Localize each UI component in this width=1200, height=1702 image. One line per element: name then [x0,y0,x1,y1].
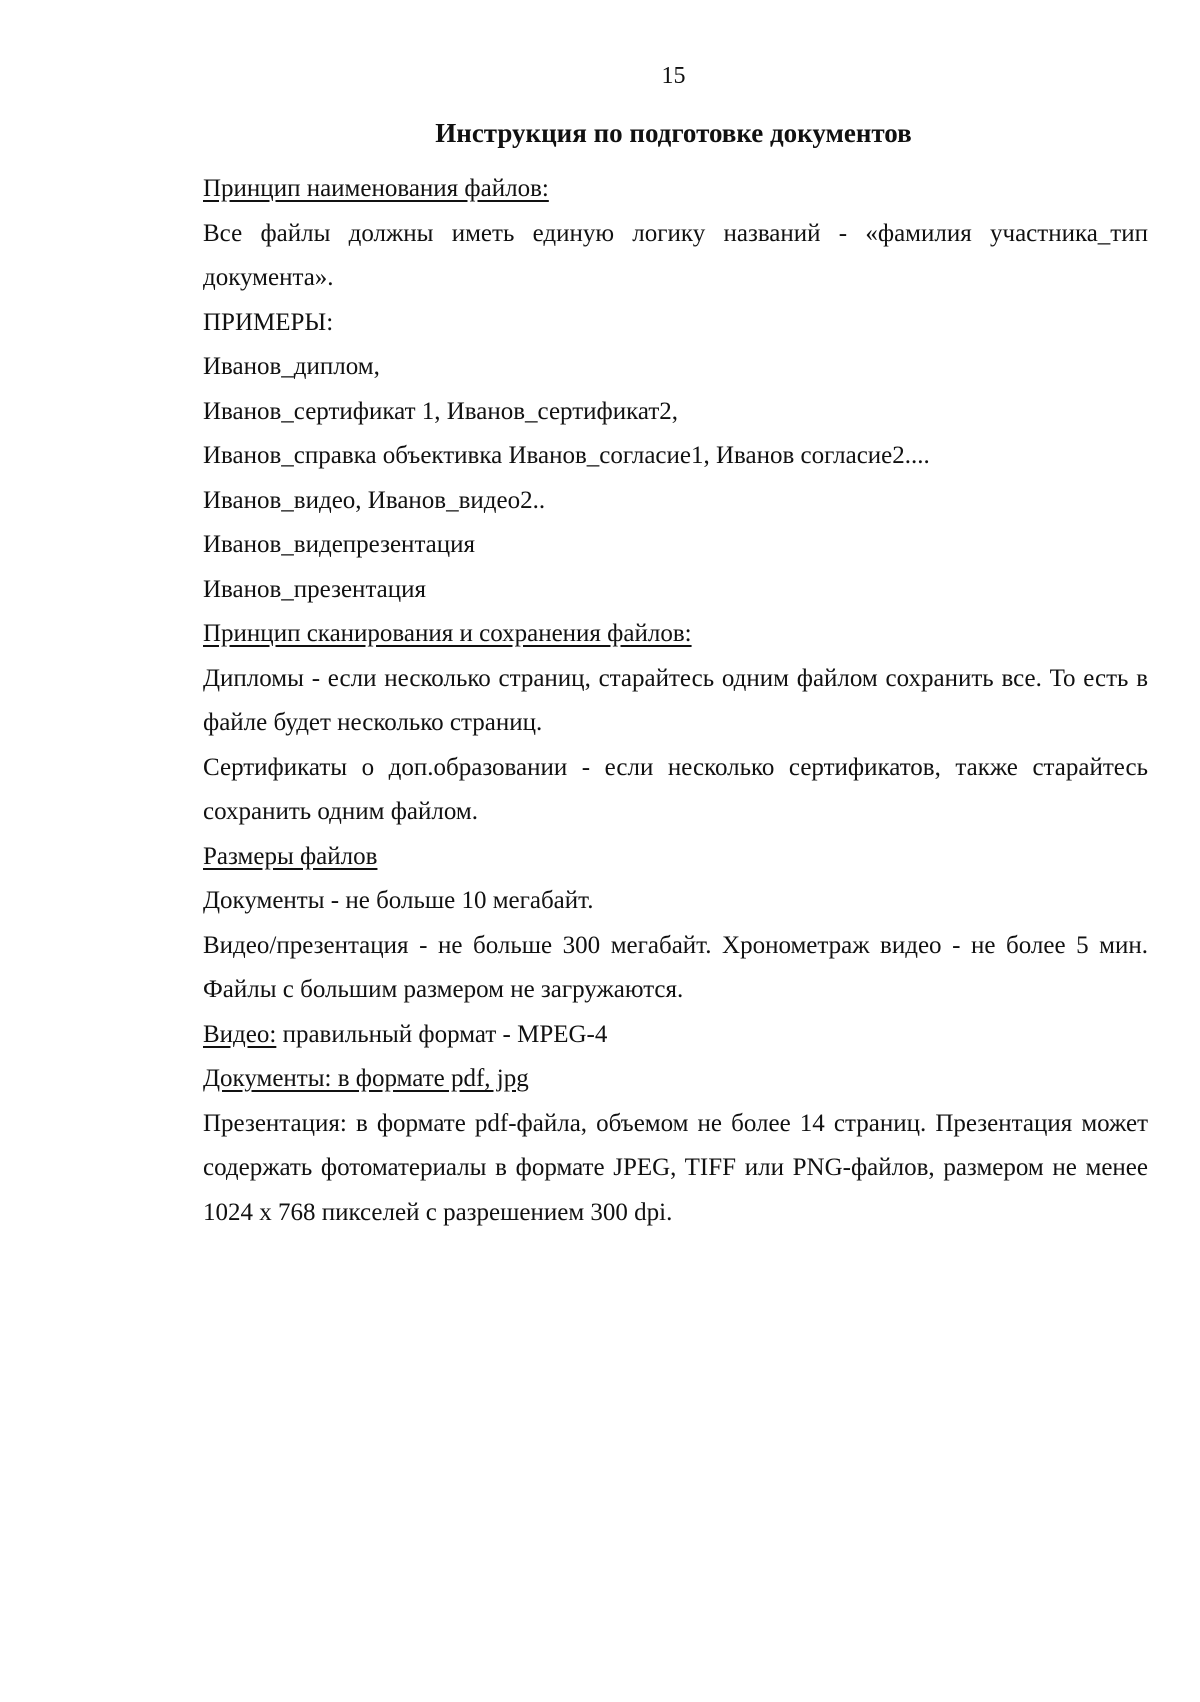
sizes-video: Видео/презентация - не больше 300 мегабайт. Хронометраж видео - не более 5 мин. Файлы с большим размером не загружаются. [203,931,1148,1003]
naming-text: Все файлы должны иметь единую логику названий - «фамилия участника_тип документа». [203,219,1148,291]
video-format-label: Видео: [203,1020,277,1048]
example-item: Иванов_сертификат 1, Иванов_сертификат2, [203,397,678,425]
example-item: Иванов_видео, Иванов_видео2.. [203,486,546,514]
example-item: Иванов_презентация [203,575,427,603]
naming-heading: Принцип наименования файлов: [203,175,549,202]
video-format-text: правильный формат - MPEG-4 [276,1020,608,1048]
scanning-certificates: Сертификаты о доп.образовании - если несколько сертификатов, также старайтесь сохранить одним файлом. [203,753,1148,825]
video-format-line [203,1013,1148,1058]
sizes-documents: Документы - не больше 10 мегабайт. [203,887,594,914]
presentation-format: Презентация: в формате pdf-файла, объемом не более 14 страниц. Презентация может содержать фотоматериалы в формате JPEG, TIFF или PNG-файлов, размером не менее 1024 x 768 пикселей с разрешением 300 dpi. [203,1109,1148,1226]
page-title: Инструкция по подготовке документов [435,118,912,148]
examples-label: ПРИМЕРЫ: [203,308,334,336]
document-body [203,167,1148,1235]
scanning-diplomas: Дипломы - если несколько страниц, старайтесь одним файлом сохранить все. То есть в файле будет несколько страниц. [203,664,1148,736]
documents-format-line: Документы: в формате pdf, jpg [203,1065,529,1092]
example-item: Иванов_диплом, [203,353,380,380]
sizes-heading: Размеры файлов [203,842,378,870]
example-item: Иванов_справка объективка Иванов_согласие1, Иванов согласие2.... [203,442,930,469]
page-number: 15 [661,63,686,89]
example-item: Иванов_видепрезентация [203,531,476,558]
scanning-heading: Принцип сканирования и сохранения файлов: [203,620,692,647]
